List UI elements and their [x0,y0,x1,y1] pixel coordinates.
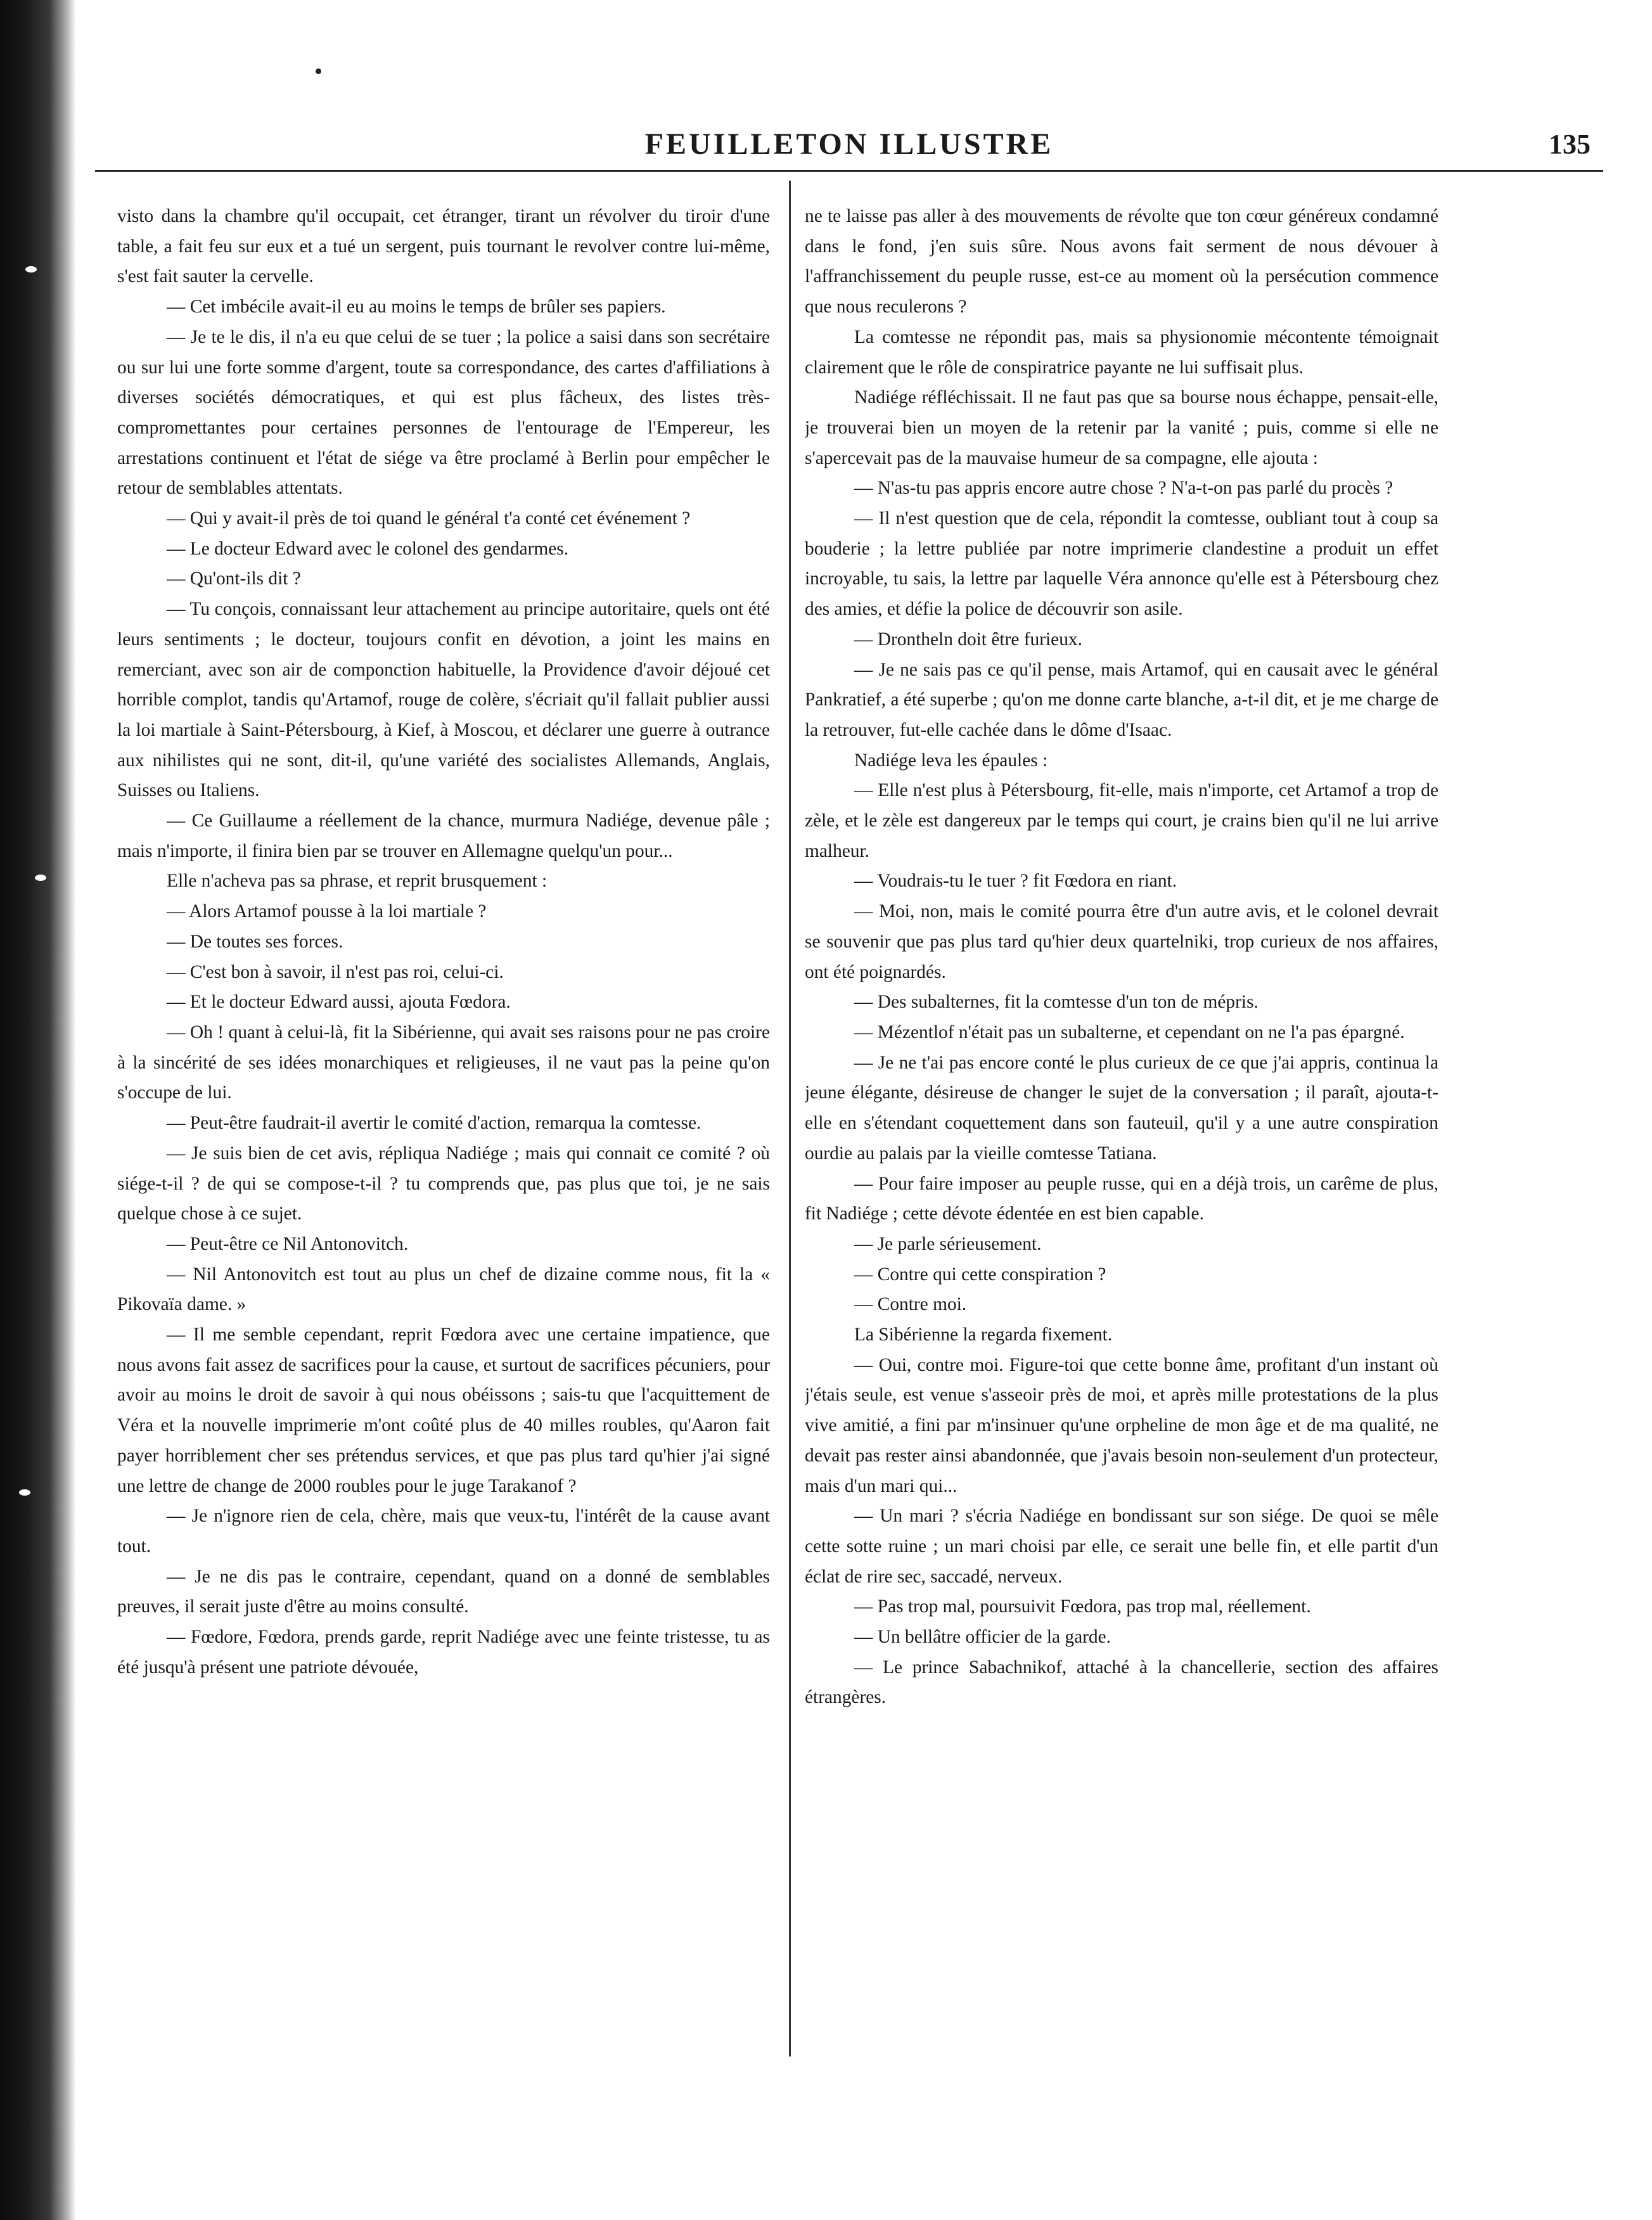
paragraph: — Je suis bien de cet avis, répliqua Nadiége ; mais qui connait ce comité ? où siége-t-il ? de qui se compose-t-il ? tu comprends que, pas plus que toi, je ne sais quelque chose à ce sujet. [117,1143,770,1224]
paragraph: — Contre qui cette conspiration ? [854,1264,1106,1285]
paragraph: — Drontheln doit être furieux. [854,629,1082,650]
paragraph: — Fœdore, Fœdora, prends garde, reprit Nadiége avec une feinte tristesse, tu as été jusqu'à présent une patriote dévouée, [117,1627,770,1678]
paragraph: — Nil Antonovitch est tout au plus un chef de dizaine comme nous, fit la « Pikovaïa dame. » [117,1264,770,1315]
paragraph: — Je ne sais pas ce qu'il pense, mais Artamof, qui en causait avec le général Pankratief, a été superbe ; qu'on me donne carte blanche, a-t-il dit, et je me charge de la retrouver, fut-elle cachée dans le dôme d'Isaac. [805,659,1438,740]
paragraph: — Des subalternes, fit la comtesse d'un ton de mépris. [854,992,1258,1013]
paragraph: — Voudrais-tu le tuer ? fit Fœdora en riant. [854,871,1177,892]
header-rule [95,170,1603,172]
paragraph: La Sibérienne la regarda fixement. [854,1325,1113,1345]
paragraph: — Mézentlof n'était pas un subalterne, et cependant on ne l'a pas épargné. [854,1022,1405,1043]
paragraph: Elle n'acheva pas sa phrase, et reprit brusquement : [167,871,547,892]
paragraph: — Je n'ignore rien de cela, chère, mais que veux-tu, l'intérêt de la cause avant tout. [117,1506,770,1556]
paragraph: Nadiége leva les épaules : [854,750,1048,771]
paragraph: — De toutes ses forces. [167,931,343,952]
paragraph: — Le prince Sabachnikof, attaché à la chancellerie, section des affaires étrangères. [805,1657,1438,1708]
paragraph: — Je parle sérieusement. [854,1233,1042,1254]
paragraph: — Pour faire imposer au peuple russe, qui en a déjà trois, un carême de plus, fit Nadiége ; cette dévote édentée en est bien capable. [805,1173,1438,1224]
paragraph: — Et le docteur Edward aussi, ajouta Fœdora. [167,992,511,1013]
running-header [95,120,1603,165]
paragraph: — Qui y avait-il près de toi quand le général t'a conté cet événement ? [167,508,691,529]
paragraph: — Le docteur Edward avec le colonel des gendarmes. [167,538,569,559]
scan-dark-margin [0,0,76,2220]
right-text-column [805,202,1438,2077]
paragraph: — Peut-être faudrait-il avertir le comité d'action, remarqua la comtesse. [167,1113,701,1134]
left-text-column [117,202,770,2077]
paragraph: — Il me semble cependant, reprit Fœdora avec une certaine impatience, que nous avons fait assez de sacrifices pour la cause, et surtout de sacrifices pécuniers, pour avoir au moins le droit de savoir à qui nous obéissons ; sais-tu que l'acquittement de Véra et la nouvelle imprimerie m'ont coûté plus de 40 milles roubles, qu'Aaron fait payer horriblement cher ses prétendus services, et que pas plus tard qu'hier j'ai signé une lettre de change de 2000 roubles pour le juge Tarakanof ? [117,1325,770,1496]
paragraph: — Oh ! quant à celui-là, fit la Sibérienne, qui avait ses raisons pour ne pas croire à la sincérité de ses idées monarchiques et religieuses, il ne vaut pas la peine qu'on s'occupe de lui. [117,1022,770,1103]
paragraph: — Cet imbécile avait-il eu au moins le temps de brûler ses papiers. [167,297,666,318]
paragraph: — Pas trop mal, poursuivit Fœdora, pas trop mal, réellement. [854,1596,1311,1617]
paragraph: — Je te le dis, il n'a eu que celui de se tuer ; la police a saisi dans son secrétaire ou sur lui une forte somme d'argent, toute sa correspondance, des cartes d'affiliations à diverses sociétés démocratiques, et qui est plus fâcheux, des listes très-compromettantes pour certaines personnes de l'entourage de l'Empereur, les arrestations continuent et l'état de siége va être proclamé à Berlin pour empêcher le retour de semblables attentats. [117,326,770,499]
column-separator [789,181,791,2056]
paragraph: — Tu conçois, connaissant leur attachement au principe autoritaire, quels ont été leurs sentiments ; le docteur, toujours confit en dévotion, a joint les mains en remerciant, avec son air de componction habituelle, la Providence d'avoir déjoué cet horrible complot, tandis qu'Artamof, rouge de colère, s'écriait qu'il fallait publier aussi la loi martiale à Saint-Pétersbourg, à Kief, à Moscou, et déclarer une guerre à outrance aux nihilistes qui ne sont, dit-il, qu'une variété des socialistes Allemands, Anglais, Suisses ou Italiens. [117,599,770,801]
paragraph: La comtesse ne répondit pas, mais sa physionomie mécontente témoignait clairement que le rôle de conspiratrice payante ne lui suffisait plus. [805,326,1438,378]
paragraph: — Elle n'est plus à Pétersbourg, fit-elle, mais n'importe, cet Artamof a trop de zèle, et le zèle est dangereux par le temps qui court, je crains bien qu'il ne lui arrive malheur. [805,780,1438,861]
paragraph: — Contre moi. [854,1294,967,1315]
paragraph: — Moi, non, mais le comité pourra être d'un autre avis, et le colonel devrait se souvenir que pas plus tard qu'hier deux quartelniki, trop curieux de nos affaires, ont été poignardés. [805,901,1438,982]
paragraph: — Un bellâtre officier de la garde. [854,1627,1111,1648]
paragraph: — N'as-tu pas appris encore autre chose ? N'a-t-on pas parlé du procès ? [854,478,1393,499]
paragraph: — Oui, contre moi. Figure-toi que cette bonne âme, profitant d'un instant où j'étais seule, est venue s'asseoir près de moi, et après mille protestations de la plus vive amitié, a fini par m'insinuer qu'une orpheline de mon âge et de ma qualité, ne devait pas rester ainsi abandonnée, que j'avais besoin non-seulement d'un protecteur, mais d'un mari qui... [805,1354,1438,1496]
paragraph: — Je ne dis pas le contraire, cependant, quand on a donné de semblables preuves, il serait juste d'être au moins consulté. [117,1566,770,1617]
ink-spot [316,68,321,74]
paragraph: — Qu'ont-ils dit ? [167,568,301,589]
paragraph: — Il n'est question que de cela, répondit la comtesse, oubliant tout à coup sa bouderie ; la lettre publiée par notre imprimerie clandestine a produit un effet incroyable, tu sais, la lettre par laquelle Véra annonce qu'elle est à Pétersbourg chez des amies, et défie la police de découvrir son asile. [805,508,1438,620]
page-number: 135 [1549,129,1591,160]
journal-title: FEUILLETON ILLUSTRE [644,127,1054,161]
paragraph: Nadiége réfléchissait. Il ne faut pas que sa bourse nous échappe, pensait-elle, je trouverai bien un moyen de la retenir par la vanité ; puis, comme si elle ne s'apercevait pas de la mauvaise humeur de sa compagne, elle ajouta : [805,387,1438,468]
paragraph: visto dans la chambre qu'il occupait, cet étranger, tirant un révolver du tiroir d'une table, a fait feu sur eux et a tué un sergent, puis tournant le revolver contre lui-même, s'est fait sauter la cervelle. [117,206,770,287]
paragraph: — Alors Artamof pousse à la loi martiale ? [167,901,487,922]
paragraph: — Ce Guillaume a réellement de la chance, murmura Nadiége, devenue pâle ; mais n'importe, il finira bien par se trouver en Allemagne quelqu'un pour... [117,811,770,861]
paragraph: — Un mari ? s'écria Nadiége en bondissant sur son siége. De quoi se mêle cette sotte ruine ; un mari choisi par elle, ce serait une belle fin, et elle partit d'un éclat de rire sec, saccadé, nerveux. [805,1506,1438,1587]
paragraph: — Je ne t'ai pas encore conté le plus curieux de ce que j'ai appris, continua la jeune élégante, désireuse de changer le sujet de la conversation ; il paraît, ajouta-t-elle en s'étendant coquettement dans son fauteuil, qu'il y a une autre conspiration ourdie au palais par la vieille comtesse Tatiana. [805,1052,1438,1164]
paragraph: — C'est bon à savoir, il n'est pas roi, celui-ci. [167,961,504,982]
paragraph: ne te laisse pas aller à des mouvements de révolte que ton cœur généreux condamné dans le fond, j'en suis sûre. Nous avons fait serment de nous dévouer à l'affranchissement du peuple russe, est-ce au moment où la persécution commence que nous reculerons ? [805,206,1438,318]
paragraph: — Peut-être ce Nil Antonovitch. [167,1233,409,1254]
